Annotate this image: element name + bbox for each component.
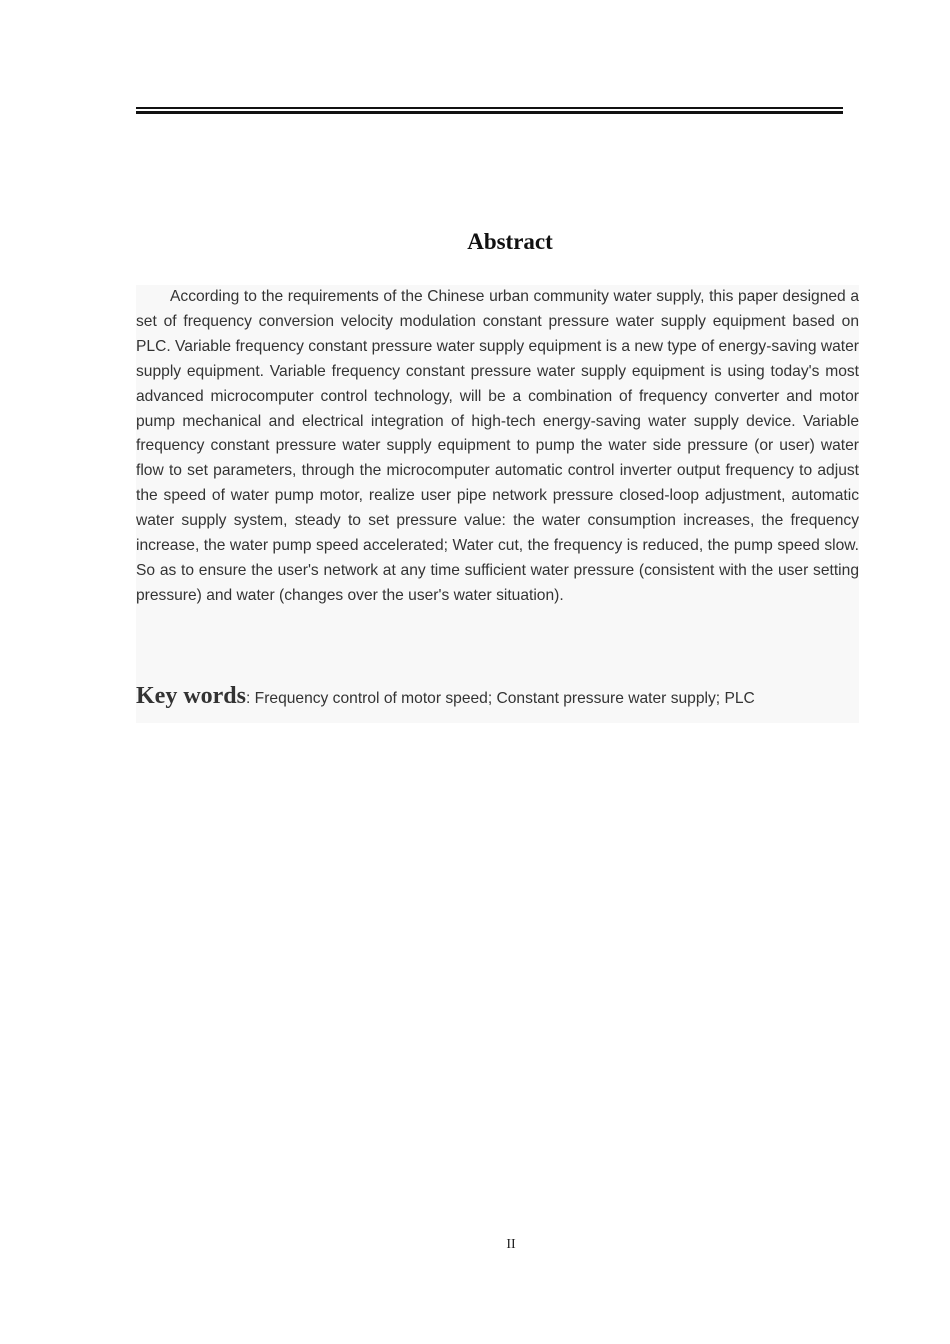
keywords-separator: : xyxy=(246,690,255,707)
keywords-line xyxy=(136,683,859,710)
keywords-label: Key words xyxy=(136,683,246,709)
abstract-body: According to the requirements of the Chinese urban community water supply, this paper designed a set of frequency conversion velocity modulation constant pressure water supply equipment based on PLC. Variable frequency constant pressure water supply equipment is a new type of energy-saving water supply equipment. Variable frequency constant pressure water supply equipment is using today's most advanced microcomputer control technology, will be a combination of frequency converter and motor pump mechanical and electrical integration of high-tech energy-saving water supply device. Variable frequency constant pressure water supply equipment to pump the water side pressure (or user) water flow to set parameters, through the microcomputer automatic control inverter output frequency to adjust the speed of water pump motor, realize user pipe network pressure closed-loop adjustment, automatic water supply system, steady to set pressure value: the water consumption increases, the frequency increase, the water pump speed accelerated; Water cut, the frequency is reduced, the pump speed slow. So as to ensure the user's network at any time sufficient water pressure (consistent with the user setting pressure) and water (changes over the user's water situation). xyxy=(136,288,859,604)
page-number: II xyxy=(506,1237,516,1252)
header-rule-thin-line xyxy=(136,107,843,109)
header-rule-thick-line xyxy=(136,111,843,114)
abstract-title: Abstract xyxy=(467,229,553,254)
keywords-values: Frequency control of motor speed; Constant pressure water supply; PLC xyxy=(254,690,755,707)
header-double-rule xyxy=(136,107,843,114)
